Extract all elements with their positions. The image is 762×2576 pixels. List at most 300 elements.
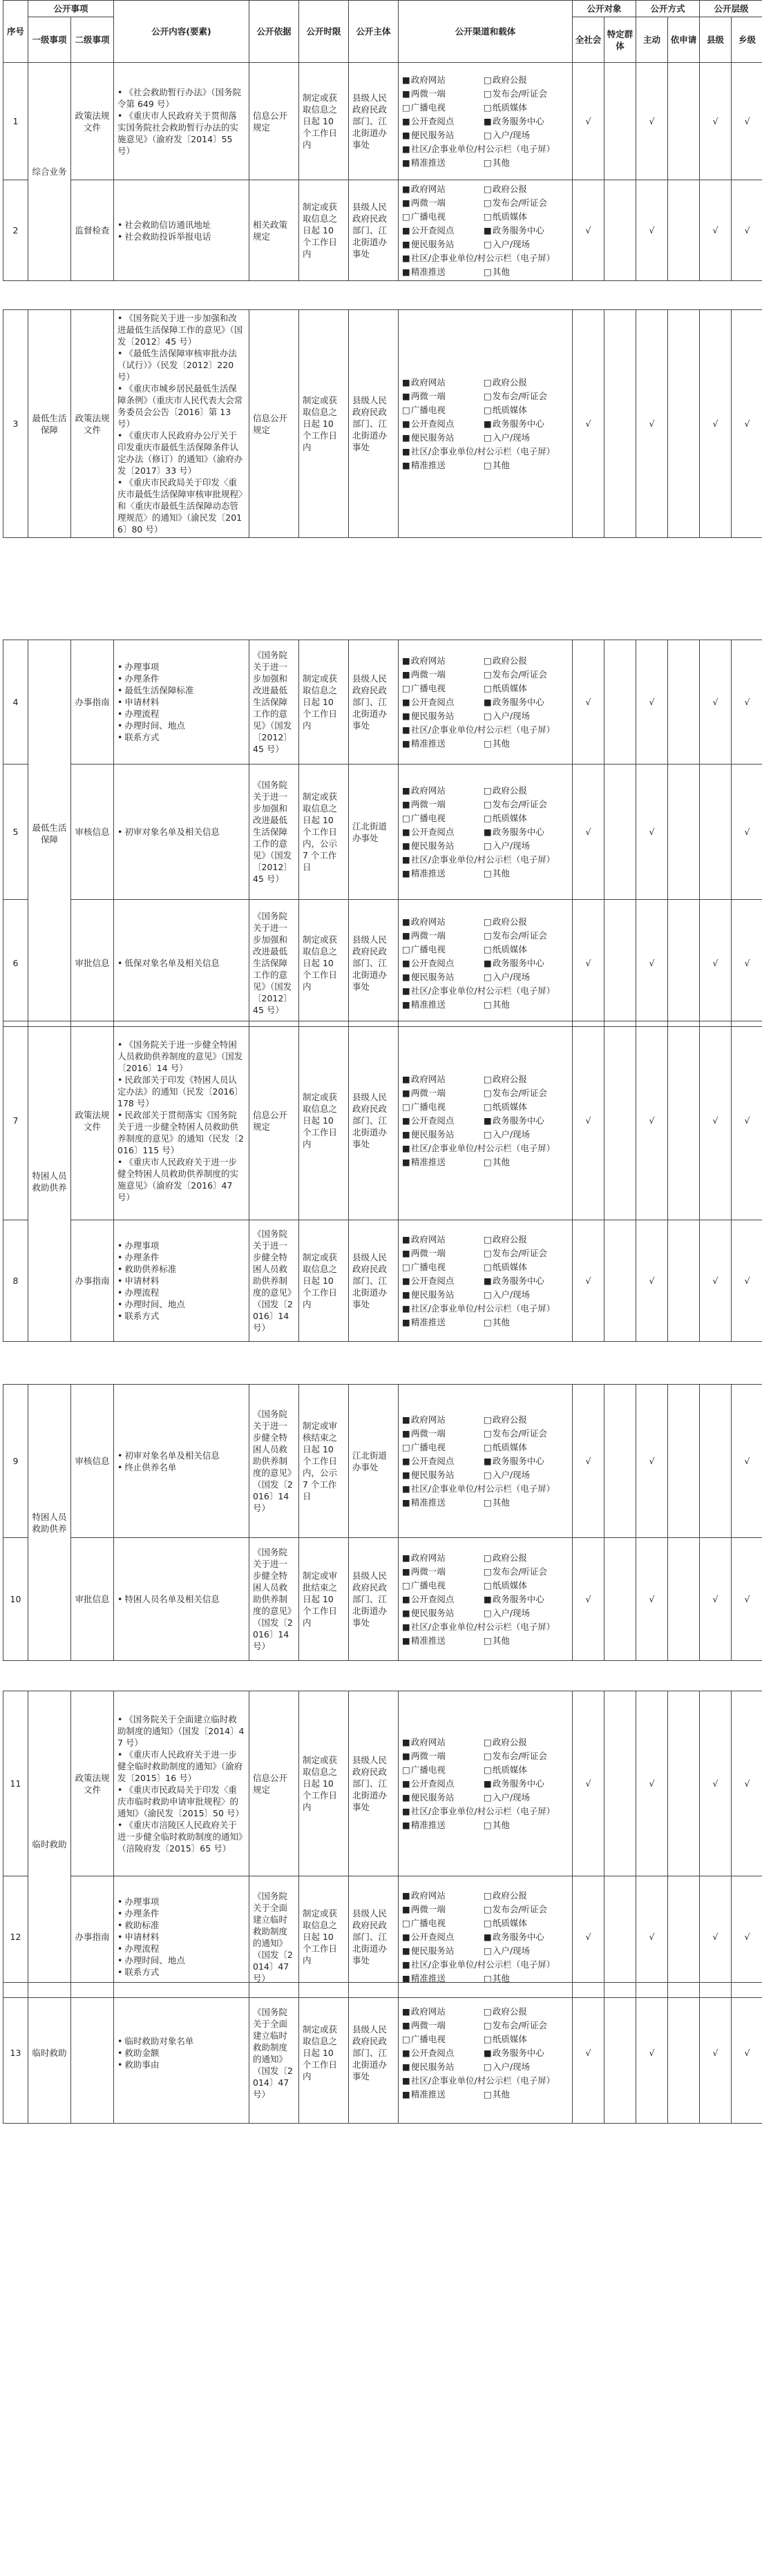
check-cell	[573, 180, 604, 281]
channel-option: □ 纸质媒体	[484, 1261, 569, 1273]
channel-option: □ 其他	[484, 459, 569, 472]
channel-option: □ 纸质媒体	[484, 943, 569, 956]
channel-cell	[399, 1538, 573, 1661]
check-mark: √	[649, 697, 655, 707]
channel-option: ■ 公开查阅点	[402, 1778, 484, 1790]
check-cell	[668, 1876, 700, 1998]
level2-item: 审批信息	[71, 1538, 114, 1661]
content-list	[117, 1713, 245, 1854]
channel-option: ■ 政府网站	[402, 1890, 484, 1902]
check-mark: √	[712, 116, 718, 126]
channel-list	[402, 74, 569, 169]
channel-list	[402, 1890, 569, 1985]
channel-option: ■ 社区/企事业单位/村公示栏（电子屏）	[402, 2075, 569, 2087]
channel-cell	[399, 63, 573, 180]
content-cell	[114, 63, 249, 180]
check-mark: √	[744, 958, 750, 968]
channel-option: ■ 政务服务中心	[484, 1778, 569, 1790]
channel-option: ■ 政务服务中心	[484, 115, 569, 128]
header-basis: 公开依据	[249, 1, 299, 63]
channel-cell	[399, 1220, 573, 1342]
channel-option: ■ 政务服务中心	[484, 1115, 569, 1127]
channel-option: ■ 两微一端	[402, 1903, 484, 1916]
channel-option: □ 政府公报	[484, 1552, 569, 1564]
channel-option: ■ 公开查阅点	[402, 418, 484, 430]
channel-option: ■ 公开查阅点	[402, 1931, 484, 1943]
channel-option: ■ 公开查阅点	[402, 1115, 484, 1127]
channel-option: □ 广播电视	[402, 812, 484, 825]
header-level2: 二级事项	[71, 17, 114, 63]
content-list	[117, 826, 245, 838]
header-active: 主动	[636, 17, 668, 63]
channel-option: ■ 便民服务站	[402, 1469, 484, 1481]
channel-option: ■ 公开查阅点	[402, 1275, 484, 1287]
channel-option: □ 发布会/听证会	[484, 1566, 569, 1578]
content-item: • 最低生活保障标准	[117, 684, 245, 696]
row-seq: 3	[3, 310, 28, 538]
table-row	[3, 765, 762, 900]
channel-option: □ 纸质媒体	[484, 211, 569, 223]
level2-item: 办事指南	[71, 1876, 114, 1998]
content-item: • 《重庆市人民政府办公厅关于印发重庆市最低生活保障条件认定办法（修订）的通知》（渝府办发〔2017〕33 号）	[117, 430, 245, 477]
content-item: • 办理条件	[117, 1251, 245, 1263]
check-cell	[700, 1876, 732, 1998]
content-item: • 办理时间、地点	[117, 1298, 245, 1310]
check-cell	[732, 640, 762, 765]
channel-option: □ 广播电视	[402, 1579, 484, 1592]
content-item: • 办理时间、地点	[117, 1954, 245, 1966]
check-mark: √	[712, 225, 718, 236]
check-cell	[604, 1983, 636, 2124]
table-row	[3, 1538, 762, 1661]
channel-option: ■ 政务服务中心	[484, 696, 569, 709]
check-cell	[636, 900, 668, 1027]
basis-cell: 信息公开规定	[249, 310, 299, 538]
channel-option: ■ 公开查阅点	[402, 1593, 484, 1606]
content-item: • 《重庆市人民政府关于进一步健全特困人员救助供养制度的实施意见》（渝府发〔2016〕47 号）	[117, 1156, 245, 1203]
channel-option: □ 其他	[484, 738, 569, 750]
content-item: • 《重庆市民政局关于印发〈重庆市最低生活保障审核审批规程〉和〈重庆市最低生活保障动态管理规范〉的通知》（渝民发〔2016〕80 号）	[117, 477, 245, 535]
channel-option: ■ 社区/企事业单位/村公示栏（电子屏）	[402, 1483, 569, 1495]
check-mark: √	[712, 1594, 718, 1604]
level2-item: 政策法规文件	[71, 310, 114, 538]
channel-option: ■ 社区/企事业单位/村公示栏（电子屏）	[402, 724, 569, 736]
channel-option: ■ 政府网站	[402, 1073, 484, 1086]
header-content: 公开内容(要素)	[114, 1, 249, 63]
time-cell: 制定或获取信息之日起 10 个工作日内	[299, 1021, 349, 1220]
channel-option: □ 入户/现场	[484, 1128, 569, 1141]
check-cell	[636, 765, 668, 900]
basis-cell: 信息公开规定	[249, 1021, 299, 1220]
content-item: • 社会救助信访通讯地址	[117, 219, 245, 231]
header-method: 公开方式	[636, 1, 700, 17]
header-level1: 一级事项	[28, 17, 71, 63]
channel-option: □ 广播电视	[402, 404, 484, 416]
subject-cell: 江北街道办事处	[349, 765, 399, 900]
check-mark: √	[744, 1932, 750, 1942]
check-mark: √	[585, 697, 591, 707]
channel-option: □ 政府公报	[484, 1890, 569, 1902]
channel-option: □ 其他	[484, 1316, 569, 1329]
channel-cell	[399, 1021, 573, 1220]
check-cell	[604, 63, 636, 180]
content-item: • 办理事项	[117, 1896, 245, 1907]
row-seq: 12	[3, 1876, 28, 1998]
header-seq: 序号	[3, 1, 28, 63]
channel-option: □ 广播电视	[402, 1764, 484, 1776]
check-cell	[700, 1691, 732, 1876]
channel-option: ■ 公开查阅点	[402, 957, 484, 970]
content-item: • 救助供养标准	[117, 1263, 245, 1275]
channel-option: ■ 便民服务站	[402, 2061, 484, 2073]
subject-cell: 县级人民政府民政部门、江北街道办事处	[349, 1983, 399, 2124]
channel-option: □ 入户/现场	[484, 1469, 569, 1481]
content-list	[117, 1039, 245, 1203]
channel-option: □ 广播电视	[402, 1261, 484, 1273]
check-cell	[668, 180, 700, 281]
time-cell: 制定或获取信息之日起 10 个工作日内	[299, 180, 349, 281]
basis-cell: 《国务院关于进一步健全特困人员救助供养制度的意见》（国发〔2016〕14 号）	[249, 1385, 299, 1538]
channel-option: □ 纸质媒体	[484, 1101, 569, 1113]
level2-item: 政策法规文件	[71, 63, 114, 180]
check-mark: √	[712, 419, 718, 429]
check-cell	[732, 765, 762, 900]
channel-option: ■ 政府网站	[402, 2006, 484, 2018]
channel-option: □ 其他	[484, 157, 569, 169]
check-mark: √	[585, 1456, 591, 1466]
subject-cell: 县级人民政府民政部门、江北街道办事处	[349, 63, 399, 180]
channel-option: ■ 公开查阅点	[402, 115, 484, 128]
channel-option: ■ 精准推送	[402, 157, 484, 169]
level1-item: 综合业务	[28, 63, 71, 281]
channel-option: □ 其他	[484, 1497, 569, 1509]
channel-cell	[399, 310, 573, 538]
channel-option: □ 政府公报	[484, 1736, 569, 1749]
content-item: • 《国务院关于进一步加强和改进最低生活保障工作的意见》（国发〔2012〕45 号）	[117, 312, 245, 347]
channel-option: ■ 政务服务中心	[484, 1931, 569, 1943]
row-seq: 6	[3, 900, 28, 1027]
channel-list	[402, 785, 569, 880]
channel-option: □ 发布会/听证会	[484, 197, 569, 209]
channel-option: □ 政府公报	[484, 1233, 569, 1246]
check-mark: √	[712, 958, 718, 968]
content-item: • 联系方式	[117, 731, 245, 743]
check-mark: √	[585, 116, 591, 126]
content-item: • 初审对象名单及相关信息	[117, 826, 245, 838]
channel-option: ■ 两微一端	[402, 88, 484, 100]
check-mark: √	[649, 958, 655, 968]
content-item: • 办理事项	[117, 1240, 245, 1251]
channel-option: □ 政府公报	[484, 2006, 569, 2018]
content-item: • 办理流程	[117, 708, 245, 720]
channel-option: ■ 两微一端	[402, 669, 484, 681]
channel-option: ■ 两微一端	[402, 1428, 484, 1440]
channel-option: ■ 政府网站	[402, 785, 484, 797]
channel-option: □ 政府公报	[484, 376, 569, 389]
content-item: • 联系方式	[117, 1310, 245, 1322]
check-mark: √	[744, 827, 750, 837]
content-item: • 救助标准	[117, 1919, 245, 1931]
channel-option: ■ 两微一端	[402, 930, 484, 942]
check-cell	[668, 1983, 700, 2124]
channel-option: ■ 两微一端	[402, 1750, 484, 1762]
check-cell	[732, 1021, 762, 1220]
channel-option: ■ 政务服务中心	[484, 1275, 569, 1287]
channel-option: ■ 便民服务站	[402, 710, 484, 722]
channel-option: ■ 公开查阅点	[402, 224, 484, 237]
channel-option: □ 入户/现场	[484, 1945, 569, 1957]
basis-cell: 《国务院关于进一步健全特困人员救助供养制度的意见》（国发〔2016〕14 号）	[249, 1220, 299, 1342]
disclosure-table	[3, 1021, 762, 1342]
check-cell	[573, 1691, 604, 1876]
content-cell	[114, 1538, 249, 1661]
content-list	[117, 1896, 245, 1978]
content-cell	[114, 765, 249, 900]
channel-option: □ 入户/现场	[484, 1791, 569, 1804]
content-item: • 临时救助对象名单	[117, 2035, 245, 2047]
check-cell	[668, 640, 700, 765]
channel-option: □ 其他	[484, 1819, 569, 1832]
check-cell	[604, 640, 636, 765]
channel-cell	[399, 1876, 573, 1998]
check-cell	[700, 1538, 732, 1661]
channel-option: ■ 政务服务中心	[484, 224, 569, 237]
level2-item: 政策法规文件	[71, 1691, 114, 1876]
table-row	[3, 310, 762, 538]
check-cell	[668, 1220, 700, 1342]
check-cell	[604, 1691, 636, 1876]
channel-option: ■ 两微一端	[402, 1566, 484, 1578]
check-cell	[732, 63, 762, 180]
time-cell: 制定或获取信息之日起 10 个工作日内	[299, 1691, 349, 1876]
channel-option: ■ 社区/企事业单位/村公示栏（电子屏）	[402, 445, 569, 458]
channel-option: ■ 公开查阅点	[402, 696, 484, 709]
channel-option: □ 其他	[484, 867, 569, 880]
check-cell	[636, 180, 668, 281]
channel-option: ■ 社区/企事业单位/村公示栏（电子屏）	[402, 854, 569, 866]
table-row	[3, 1220, 762, 1342]
check-cell	[604, 180, 636, 281]
disclosure-table	[3, 1384, 762, 1661]
content-item: • 低保对象名单及相关信息	[117, 957, 245, 969]
check-cell	[668, 765, 700, 900]
channel-cell	[399, 1385, 573, 1538]
check-cell	[668, 900, 700, 1027]
channel-option: ■ 精准推送	[402, 1316, 484, 1329]
channel-option: ■ 社区/企事业单位/村公示栏（电子屏）	[402, 1142, 569, 1155]
check-mark: √	[744, 2048, 750, 2058]
content-item: • 办理时间、地点	[117, 720, 245, 731]
level2-item: 办事指南	[71, 1220, 114, 1342]
check-cell	[573, 765, 604, 900]
channel-option: ■ 两微一端	[402, 798, 484, 811]
channel-option: ■ 政府网站	[402, 1552, 484, 1564]
channel-list	[402, 1552, 569, 1647]
check-cell	[573, 1538, 604, 1661]
content-cell	[114, 640, 249, 765]
subject-cell: 江北街道办事处	[349, 1385, 399, 1538]
content-item: • 《国务院关于进一步健全特困人员救助供养制度的意见》（国发〔2016〕14 号）	[117, 1039, 245, 1074]
table-row	[3, 1983, 762, 2124]
check-cell	[668, 310, 700, 538]
channel-list	[402, 916, 569, 1011]
channel-option: ■ 便民服务站	[402, 432, 484, 444]
content-cell	[114, 1876, 249, 1998]
content-list	[117, 2035, 245, 2070]
basis-cell: 信息公开规定	[249, 1691, 299, 1876]
channel-option: □ 政府公报	[484, 1414, 569, 1426]
basis-cell: 《国务院关于全面建立临时救助制度的通知》（国发〔2014〕47 号）	[249, 1983, 299, 2124]
level2-item: 审批信息	[71, 900, 114, 1027]
channel-list	[402, 1736, 569, 1832]
channel-list	[402, 1233, 569, 1329]
channel-option: □ 纸质媒体	[484, 812, 569, 825]
level2-item	[71, 1983, 114, 2124]
content-list	[117, 312, 245, 535]
row-seq: 13	[3, 1983, 28, 2124]
channel-option: ■ 精准推送	[402, 1497, 484, 1509]
check-mark: √	[649, 419, 655, 429]
content-item: • 办理事项	[117, 661, 245, 673]
channel-option: □ 政府公报	[484, 1073, 569, 1086]
channel-option: ■ 政务服务中心	[484, 957, 569, 970]
channel-option: ■ 便民服务站	[402, 840, 484, 852]
check-cell	[573, 1021, 604, 1220]
channel-option: □ 其他	[484, 999, 569, 1011]
check-cell	[700, 640, 732, 765]
channel-option: ■ 公开查阅点	[402, 826, 484, 838]
content-item: • 办理流程	[117, 1287, 245, 1298]
row-seq: 8	[3, 1220, 28, 1342]
content-list	[117, 86, 245, 157]
channel-option: ■ 社区/企事业单位/村公示栏（电子屏）	[402, 985, 569, 997]
check-cell	[573, 310, 604, 538]
check-cell	[700, 1983, 732, 2124]
channel-option: ■ 政府网站	[402, 1736, 484, 1749]
content-item: • 民政部关于印发《特困人员认定办法》的通知（民发〔2016〕178 号）	[117, 1074, 245, 1109]
channel-option: □ 发布会/听证会	[484, 1247, 569, 1260]
check-mark: √	[585, 419, 591, 429]
channel-option: □ 入户/现场	[484, 2061, 569, 2073]
channel-list	[402, 376, 569, 472]
channel-option: □ 纸质媒体	[484, 1764, 569, 1776]
table-row	[3, 1876, 762, 1998]
channel-option: □ 纸质媒体	[484, 2033, 569, 2046]
channel-option: □ 政府公报	[484, 74, 569, 86]
channel-option: □ 其他	[484, 1156, 569, 1169]
channel-option: ■ 便民服务站	[402, 238, 484, 251]
subject-cell: 县级人民政府民政部门、江北街道办事处	[349, 310, 399, 538]
channel-option: □ 纸质媒体	[484, 1441, 569, 1454]
check-cell	[636, 640, 668, 765]
channel-option: □ 广播电视	[402, 2033, 484, 2046]
check-cell	[604, 765, 636, 900]
check-cell	[732, 1876, 762, 1998]
row-seq: 11	[3, 1691, 28, 1876]
subject-cell: 县级人民政府民政部门、江北街道办事处	[349, 1691, 399, 1876]
channel-option: □ 政府公报	[484, 916, 569, 928]
check-mark: √	[585, 225, 591, 236]
content-list	[117, 1593, 245, 1605]
basis-cell: 《国务院关于进一步健全特困人员救助供养制度的意见》（国发〔2016〕14 号）	[249, 1538, 299, 1661]
check-cell	[636, 1538, 668, 1661]
check-cell	[732, 310, 762, 538]
table-row	[3, 63, 762, 180]
check-cell	[636, 1021, 668, 1220]
channel-list	[402, 1414, 569, 1509]
content-item: • 《重庆市民政局关于印发〈重庆市临时救助申请审批规程〉的通知》（渝民发〔2015〕50 号）	[117, 1784, 245, 1819]
channel-option: ■ 便民服务站	[402, 129, 484, 142]
content-item: • 终止供养名单	[117, 1461, 245, 1473]
channel-option: □ 发布会/听证会	[484, 88, 569, 100]
channel-option: ■ 公开查阅点	[402, 2047, 484, 2059]
channel-option: □ 入户/现场	[484, 1289, 569, 1301]
level1-item: 最低生活保障	[28, 640, 71, 1027]
channel-option: ■ 精准推送	[402, 999, 484, 1011]
subject-cell: 县级人民政府民政部门、江北街道办事处	[349, 1220, 399, 1342]
content-item: • 救助事由	[117, 2059, 245, 2070]
channel-option: ■ 便民服务站	[402, 1607, 484, 1619]
basis-cell: 信息公开规定	[249, 63, 299, 180]
header-target: 公开对象	[573, 1, 636, 17]
header-level: 公开层级	[700, 1, 762, 17]
channel-list	[402, 183, 569, 278]
channel-option: ■ 政务服务中心	[484, 2047, 569, 2059]
channel-option: □ 政府公报	[484, 655, 569, 667]
check-cell	[604, 310, 636, 538]
channel-option: ■ 便民服务站	[402, 1289, 484, 1301]
channel-option: ■ 精准推送	[402, 867, 484, 880]
channel-option: ■ 精准推送	[402, 1156, 484, 1169]
check-mark: √	[744, 1456, 750, 1466]
check-cell	[732, 1983, 762, 2124]
channel-option: ■ 政府网站	[402, 655, 484, 667]
channel-option: □ 纸质媒体	[484, 102, 569, 114]
channel-option: □ 其他	[484, 2088, 569, 2101]
content-item: • 《最低生活保障审核审批办法（试行）》（民发〔2012〕220 号）	[117, 347, 245, 383]
channel-option: ■ 政府网站	[402, 1414, 484, 1426]
check-mark: √	[744, 1276, 750, 1286]
check-mark: √	[744, 419, 750, 429]
channel-option: □ 入户/现场	[484, 432, 569, 444]
channel-option: □ 发布会/听证会	[484, 390, 569, 403]
content-item: • 《社会救助暂行办法》（国务院令第 649 号）	[117, 86, 245, 110]
check-mark: √	[649, 1932, 655, 1942]
check-mark: √	[585, 1932, 591, 1942]
content-item: • 救助金额	[117, 2047, 245, 2059]
channel-option: ■ 精准推送	[402, 1635, 484, 1647]
check-cell	[573, 1385, 604, 1538]
channel-option: ■ 社区/企事业单位/村公示栏（电子屏）	[402, 1805, 569, 1818]
check-mark: √	[744, 225, 750, 236]
content-cell	[114, 310, 249, 538]
channel-option: ■ 社区/企事业单位/村公示栏（电子屏）	[402, 252, 569, 265]
header-specific: 特定群体	[604, 17, 636, 63]
check-cell	[636, 1983, 668, 2124]
content-cell	[114, 1220, 249, 1342]
channel-option: ■ 公开查阅点	[402, 1455, 484, 1468]
channel-option: ■ 政务服务中心	[484, 418, 569, 430]
level1-item: 特困人员救助供养	[28, 1385, 71, 1661]
check-mark: √	[585, 2048, 591, 2058]
level1-item: 临时救助	[28, 1983, 71, 2124]
channel-option: □ 其他	[484, 1635, 569, 1647]
channel-option: ■ 两微一端	[402, 390, 484, 403]
content-item: • 申请材料	[117, 696, 245, 708]
table-row	[3, 1691, 762, 1876]
check-mark: √	[744, 1778, 750, 1789]
check-mark: √	[712, 1276, 718, 1286]
